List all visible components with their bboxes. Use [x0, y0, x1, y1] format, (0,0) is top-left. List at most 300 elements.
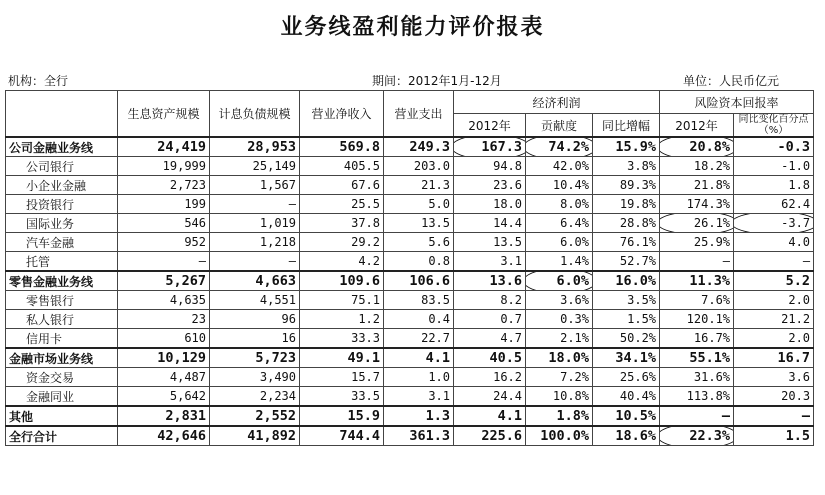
cell-value: 26.1%: [663, 216, 730, 230]
cell-value: 33.3: [351, 331, 380, 345]
table-cell: [454, 271, 526, 291]
cell-value: 16.0%: [615, 273, 657, 289]
cell-value: 6.0%: [529, 273, 589, 289]
cell-value: 199: [184, 197, 206, 211]
cell-value: 18.2%: [693, 159, 731, 173]
table-cell: [593, 368, 660, 387]
row-label: 小企业金融: [6, 176, 118, 195]
cell-value: 25.9%: [693, 235, 731, 249]
table-cell: [734, 310, 814, 329]
table-cell: [660, 214, 734, 233]
cell-value: 1.5: [785, 428, 811, 444]
table-row: [6, 348, 814, 368]
table-row: [6, 157, 814, 176]
table-cell: [118, 329, 210, 349]
cell-value: 19,999: [162, 159, 206, 173]
cell-value: 15.7: [351, 370, 380, 384]
cell-value: 1,019: [259, 216, 296, 230]
table-cell: [593, 176, 660, 195]
table-cell: [734, 195, 814, 214]
table-cell: [300, 426, 384, 446]
cell-value: 4,487: [169, 370, 206, 384]
cell-value: 24,419: [157, 139, 206, 155]
table-cell: [526, 387, 593, 407]
cell-value: 75.1: [351, 293, 380, 307]
cell-value: 14.4: [493, 216, 522, 230]
table-cell: [384, 329, 454, 349]
table-body: [6, 137, 814, 446]
table-cell: [210, 426, 300, 446]
table-cell: [300, 348, 384, 368]
row-label: 汽车金融: [6, 233, 118, 252]
table-cell: [660, 426, 734, 446]
table-cell: [734, 214, 814, 233]
cell-value: –: [722, 254, 731, 268]
table-cell: [454, 329, 526, 349]
table-cell: [300, 271, 384, 291]
table-cell: [210, 329, 300, 349]
table-cell: [210, 233, 300, 252]
cell-value: –: [801, 408, 811, 424]
period-label: 期间：2012年1月-12月: [372, 74, 502, 88]
cell-value: 4.2: [358, 254, 380, 268]
cell-value: 203.0: [413, 159, 450, 173]
table-cell: [660, 176, 734, 195]
cell-value: 33.5: [351, 389, 380, 403]
row-label: 零售银行: [6, 291, 118, 310]
profitability-table: [5, 90, 814, 446]
cell-value: 2.0: [788, 293, 811, 307]
cell-value: 1.0: [428, 370, 450, 384]
table-cell: [734, 252, 814, 272]
table-cell: [454, 310, 526, 329]
table-cell: [526, 406, 593, 426]
table-cell: [384, 137, 454, 157]
cell-value: 2.0: [788, 331, 811, 345]
header-rar-2012: 2012年: [660, 114, 734, 138]
cell-value: 2,723: [169, 178, 206, 192]
org-label: 机构：全行: [8, 74, 69, 88]
cell-value: 0.8: [428, 254, 450, 268]
table-cell: [660, 348, 734, 368]
table-cell: [210, 387, 300, 407]
cell-value: 1,218: [259, 235, 296, 249]
table-row: [6, 214, 814, 233]
table-row: [6, 291, 814, 310]
table-cell: [384, 291, 454, 310]
cell-value: 40.5: [489, 350, 522, 366]
table-cell: [118, 214, 210, 233]
cell-value: 13.6: [489, 273, 522, 289]
table-cell: [300, 252, 384, 272]
cell-value: 4.1: [425, 350, 450, 366]
cell-value: 5,267: [165, 273, 206, 289]
cell-value: 1.4%: [560, 254, 589, 268]
table-cell: [734, 157, 814, 176]
cell-value: 94.8: [493, 159, 522, 173]
cell-value: 20.3: [781, 389, 811, 403]
table-row: [6, 329, 814, 349]
cell-value: 16: [281, 331, 296, 345]
cell-value: 225.6: [481, 428, 522, 444]
table-cell: [210, 252, 300, 272]
cell-value: 546: [184, 216, 206, 230]
table-cell: [593, 271, 660, 291]
cell-value: 25,149: [252, 159, 296, 173]
table-cell: [593, 252, 660, 272]
table-cell: [526, 233, 593, 252]
table-cell: [118, 252, 210, 272]
table-cell: [526, 271, 593, 291]
header-net-income: 营业净收入: [300, 91, 384, 138]
header-rar-change: 同比变化百分点（%）: [734, 114, 814, 138]
cell-value: 29.2: [351, 235, 380, 249]
table-cell: [593, 406, 660, 426]
cell-value: 2.1%: [560, 331, 589, 345]
cell-value: 13.5: [421, 216, 450, 230]
table-cell: [526, 137, 593, 157]
table-cell: [384, 426, 454, 446]
table-cell: [300, 387, 384, 407]
table-cell: [384, 157, 454, 176]
table-cell: [660, 387, 734, 407]
table-cell: [593, 157, 660, 176]
cell-value: 113.8%: [686, 389, 731, 403]
header-econ-profit: 经济利润: [454, 91, 660, 114]
table-cell: [660, 271, 734, 291]
table-cell: [118, 176, 210, 195]
cell-value: 74.2%: [529, 139, 589, 155]
table-cell: [118, 291, 210, 310]
table-cell: [454, 157, 526, 176]
table-cell: [384, 310, 454, 329]
cell-value: 10,129: [157, 350, 206, 366]
cell-value: 10.4%: [552, 178, 589, 192]
table-cell: [734, 368, 814, 387]
cell-value: 16.7%: [693, 331, 731, 345]
cell-value: 0.3%: [560, 312, 589, 326]
cell-value: 67.6: [351, 178, 380, 192]
cell-value: 249.3: [409, 139, 450, 155]
table-cell: [454, 368, 526, 387]
cell-value: 5,642: [169, 389, 206, 403]
table-row: [6, 233, 814, 252]
cell-value: 89.3%: [619, 178, 657, 192]
cell-value: 49.1: [347, 350, 380, 366]
table-cell: [660, 329, 734, 349]
cell-value: 952: [184, 235, 206, 249]
cell-value: 0.7: [500, 312, 522, 326]
header-expense: 营业支出: [384, 91, 454, 138]
cell-value: 18.0%: [548, 350, 589, 366]
row-label: 公司金融业务线: [6, 137, 118, 157]
table-row: [6, 252, 814, 272]
cell-value: 24.4: [493, 389, 522, 403]
table-cell: [384, 271, 454, 291]
cell-value: 3,490: [259, 370, 296, 384]
table-cell: [118, 310, 210, 329]
table-cell: [454, 214, 526, 233]
table-cell: [526, 348, 593, 368]
table-cell: [300, 233, 384, 252]
table-cell: [118, 426, 210, 446]
cell-value: 2,831: [165, 408, 206, 424]
table-row: [6, 137, 814, 157]
table-cell: [300, 329, 384, 349]
table-cell: [210, 214, 300, 233]
table-cell: [300, 195, 384, 214]
table-cell: [660, 195, 734, 214]
table-cell: [454, 406, 526, 426]
table-cell: [454, 195, 526, 214]
cell-value: 11.3%: [689, 273, 731, 289]
cell-value: –: [288, 254, 296, 268]
table-cell: [454, 252, 526, 272]
table-row: [6, 195, 814, 214]
cell-value: 15.9: [347, 408, 380, 424]
table-cell: [593, 195, 660, 214]
cell-value: 16.2: [493, 370, 522, 384]
table-cell: [593, 426, 660, 446]
table-cell: [526, 176, 593, 195]
cell-value: 28,953: [247, 139, 296, 155]
table-cell: [300, 137, 384, 157]
cell-value: 96: [281, 312, 296, 326]
cell-value: 100.0%: [540, 428, 589, 444]
cell-value: 4.7: [500, 331, 522, 345]
table-cell: [118, 387, 210, 407]
cell-value: 20.8%: [663, 139, 730, 155]
cell-value: 21.2: [781, 312, 811, 326]
cell-value: 83.5: [421, 293, 450, 307]
table-cell: [384, 233, 454, 252]
table-cell: [593, 329, 660, 349]
table-cell: [660, 252, 734, 272]
cell-value: 42.0%: [552, 159, 589, 173]
table-row: [6, 271, 814, 291]
table-cell: [454, 426, 526, 446]
table-cell: [660, 406, 734, 426]
table-cell: [660, 233, 734, 252]
table-cell: [526, 214, 593, 233]
cell-value: 610: [184, 331, 206, 345]
cell-value: 120.1%: [686, 312, 731, 326]
table-cell: [734, 387, 814, 407]
cell-value: 7.2%: [560, 370, 589, 384]
cell-value: 1.3: [425, 408, 450, 424]
cell-value: 1.8: [788, 178, 811, 192]
table-cell: [593, 214, 660, 233]
row-label: 托管: [6, 252, 118, 272]
row-label: 其他: [6, 406, 118, 426]
cell-value: 1.5%: [627, 312, 657, 326]
cell-value: 4,635: [169, 293, 206, 307]
cell-value: 4.1: [497, 408, 522, 424]
table-cell: [526, 310, 593, 329]
table-cell: [454, 291, 526, 310]
cell-value: 7.6%: [701, 293, 731, 307]
header-blank: [6, 91, 118, 138]
table-cell: [384, 406, 454, 426]
table-row: [6, 426, 814, 446]
cell-value: 8.0%: [560, 197, 589, 211]
table-cell: [526, 368, 593, 387]
table-cell: [526, 426, 593, 446]
table-cell: [210, 137, 300, 157]
cell-value: 76.1%: [619, 235, 657, 249]
cell-value: 3.6: [788, 370, 811, 384]
row-label: 金融市场业务线: [6, 348, 118, 368]
cell-value: 62.4: [781, 197, 811, 211]
cell-value: 25.5: [351, 197, 380, 211]
table-cell: [300, 176, 384, 195]
cell-value: 361.3: [409, 428, 450, 444]
cell-value: 52.7%: [619, 254, 657, 268]
cell-value: 174.3%: [686, 197, 731, 211]
table-cell: [454, 348, 526, 368]
cell-value: 106.6: [409, 273, 450, 289]
cell-value: 18.0: [493, 197, 522, 211]
cell-value: -1.0: [781, 159, 811, 173]
table-cell: [300, 157, 384, 176]
table-cell: [734, 233, 814, 252]
table-cell: [210, 195, 300, 214]
cell-value: 25.6%: [619, 370, 657, 384]
cell-value: 4.0: [788, 235, 811, 249]
header-yoy-growth: 同比增幅: [593, 114, 660, 138]
row-label: 零售金融业务线: [6, 271, 118, 291]
cell-value: 3.1: [428, 389, 450, 403]
cell-value: 1,567: [259, 178, 296, 192]
cell-value: 22.3%: [663, 428, 730, 444]
cell-value: 3.8%: [627, 159, 657, 173]
table-row: [6, 406, 814, 426]
table-cell: [734, 271, 814, 291]
cell-value: 3.6%: [560, 293, 589, 307]
table-cell: [593, 310, 660, 329]
report-title: 业务线盈利能力评价报表: [280, 15, 545, 40]
table-cell: [734, 291, 814, 310]
table-cell: [593, 233, 660, 252]
table-cell: [526, 329, 593, 349]
table-cell: [454, 176, 526, 195]
table-cell: [384, 214, 454, 233]
cell-value: 42,646: [157, 428, 206, 444]
table-cell: [118, 137, 210, 157]
cell-value: 15.9%: [615, 139, 657, 155]
cell-value: 2,552: [255, 408, 296, 424]
table-cell: [660, 157, 734, 176]
table-cell: [210, 310, 300, 329]
table-cell: [210, 406, 300, 426]
table-cell: [660, 291, 734, 310]
cell-value: 16.7: [777, 350, 811, 366]
table-cell: [300, 214, 384, 233]
cell-value: 34.1%: [615, 350, 657, 366]
table-cell: [384, 176, 454, 195]
table-cell: [300, 310, 384, 329]
cell-value: 23: [191, 312, 206, 326]
cell-value: 5.0: [428, 197, 450, 211]
cell-value: 1.2: [358, 312, 380, 326]
cell-value: 21.3: [421, 178, 450, 192]
row-label: 金融同业: [6, 387, 118, 407]
table-cell: [210, 291, 300, 310]
row-label: 资金交易: [6, 368, 118, 387]
table-cell: [454, 233, 526, 252]
cell-value: 40.4%: [619, 389, 657, 403]
cell-value: 55.1%: [689, 350, 731, 366]
table-cell: [454, 387, 526, 407]
table-cell: [118, 368, 210, 387]
unit-label: 单位：人民币亿元: [683, 74, 780, 88]
table-row: [6, 368, 814, 387]
cell-value: 4,663: [255, 273, 296, 289]
table-cell: [300, 368, 384, 387]
cell-value: 3.5%: [627, 293, 657, 307]
table-cell: [300, 406, 384, 426]
table-cell: [384, 252, 454, 272]
table-cell: [118, 271, 210, 291]
header-contribution: 贡献度: [526, 114, 593, 138]
cell-value: 569.8: [339, 139, 380, 155]
table-cell: [210, 176, 300, 195]
row-label: 全行合计: [6, 426, 118, 446]
table-cell: [210, 348, 300, 368]
cell-value: 31.6%: [693, 370, 731, 384]
table-cell: [526, 252, 593, 272]
cell-value: 19.8%: [619, 197, 657, 211]
cell-value: 3.1: [500, 254, 522, 268]
table-cell: [526, 157, 593, 176]
table-row: [6, 387, 814, 407]
cell-value: –: [721, 408, 731, 424]
row-label: 公司银行: [6, 157, 118, 176]
table-cell: [384, 368, 454, 387]
table-row: [6, 176, 814, 195]
table-cell: [593, 348, 660, 368]
cell-value: –: [288, 197, 296, 211]
cell-value: 5.6: [428, 235, 450, 249]
table-cell: [593, 387, 660, 407]
cell-value: –: [198, 254, 206, 268]
cell-value: 10.5%: [615, 408, 657, 424]
table-cell: [660, 137, 734, 157]
cell-value: 4,551: [259, 293, 296, 307]
table-cell: [734, 137, 814, 157]
cell-value: 18.6%: [615, 428, 657, 444]
cell-value: 10.8%: [552, 389, 589, 403]
cell-value: 37.8: [351, 216, 380, 230]
header-rar: 风险资本回报率: [660, 91, 814, 114]
row-label: 投资银行: [6, 195, 118, 214]
table-cell: [118, 195, 210, 214]
cell-value: 5.2: [785, 273, 811, 289]
cell-value: 8.2: [500, 293, 522, 307]
header-interest-assets: 生息资产规模: [118, 91, 210, 138]
table-cell: [384, 348, 454, 368]
table-cell: [660, 368, 734, 387]
table-cell: [734, 329, 814, 349]
row-label: 私人银行: [6, 310, 118, 329]
table-cell: [593, 137, 660, 157]
cell-value: 13.5: [493, 235, 522, 249]
cell-value: 22.7: [421, 331, 450, 345]
cell-value: 744.4: [339, 428, 380, 444]
cell-value: 6.4%: [560, 216, 589, 230]
cell-value: 41,892: [247, 428, 296, 444]
table-cell: [734, 426, 814, 446]
